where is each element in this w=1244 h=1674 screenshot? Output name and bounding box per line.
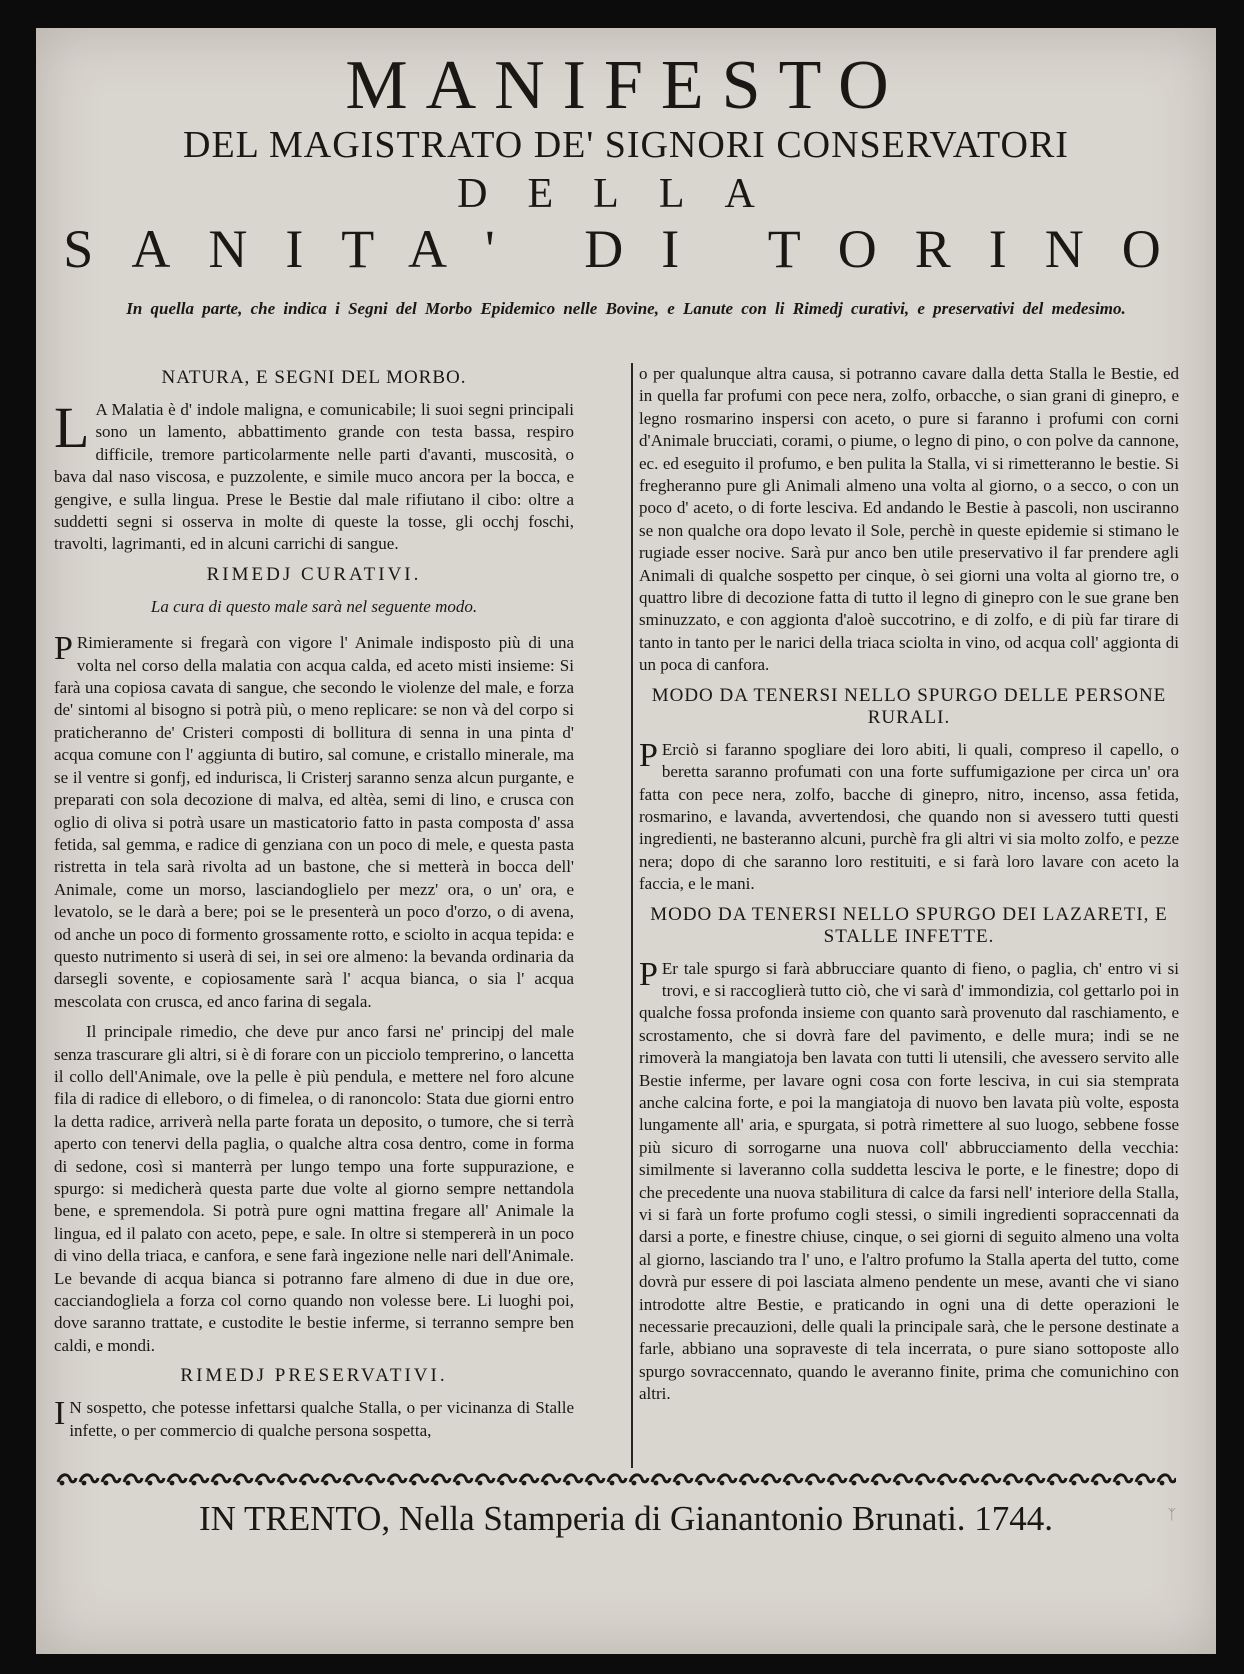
- paragraph-profumi: o per qualunque altra causa, si potranno cavare dalla detta Stalla le Bestie, ed in quella far profumi con pece nera, zolfo, orbacche, o sian grani di ginepro, e legno rosmarino inspersi con aceto, o pure si faranno i profumi con corni d'Animale brucciati, corami, o piume, o legno di pino, o con polve da cannone, ec. ed eseguito il profumo, e ben pulita la Stalla, vi si rimetteranno le bestie. Si fregheranno pure gli Animali almeno una volta al giorno, o a secco, o con un poco d' aceto, o di forte lesciva. Ed andando le Bestie à pascoli, non usciranno se non qualche ora dopo levato il Sole, perchè in queste epidemie si stimano le rugiade esser nocive. Sarà pur anco ben utile preservativo il far prendere agli Animali di qualche sospetto per cinque, ò sei giorni una volta al giorno tre, o quattro libre di decozione fatta di tutto il legno di ginepro con le sue grane ben sminuzzato, e con aggionta d'aloè succotrino, e di zolfo, e di più far tirare di tanto in tanto per le narici della triaca sciolta in vino, od acqua coll' aggionta di un poca di canfora.: [639, 364, 1179, 675]
- drop-cap: P: [639, 955, 658, 993]
- drop-cap: P: [54, 630, 73, 668]
- heading-rimedj-curativi: RIMEDJ CURATIVI.: [206, 563, 422, 585]
- left-column: [54, 363, 574, 1450]
- paragraph-text: Rimieramente si fregarà con vigore l' Animale indisposto più di una volta nel corso della malatia con acqua calda, ed aceto misti insieme: Si farà una copiosa cavata di sangue, che secondo le violenze del male, e forza de' sintomi al bisogno si potrà più, o meno replicare: se non và del corpo si praticheranno de' Cristeri composti di bollitura di senna in una pinta d' acqua comune con l' aggiunta di butiro, sal comune, e cristallo minerale, ma se il ventre si gonfj, ed indurisca, li Cristerj saranno senza alcun purgante, e preparati con sola decozione di malva, ed altèa, semi di lino, e crusca con oglio di oliva si potrà usare un masticatorio fatto in pasta composta d' assa fetida, sal gemma, e radice di genziana con un poco di mele, e questa pasta ristretta in tela sarà rivolta ad un bastone, che si metterà in bocca dell' Animale, come un morso, lasciandoglielo per mezz' ora, o un' ora, e levatolo, se le darà a bere; poi se le presenterà un poco d'orzo, o di avena, od anche un poco di formento grossamente rotto, e sciolto in acqua tepida: e questo nutrimento si userà di sei, in sei ore almeno: la bevanda ordinaria da darsegli sovente, e copiosamente sarà l' acqua bianca, o sia l' acqua mescolata con crusca, ed anco farina di segala.: [54, 633, 574, 1011]
- ornament-border: [56, 1470, 1176, 1488]
- printer-imprint: IN TRENTO, Nella Stamperia di Gianantonio Brunati. 1744.: [198, 1499, 1054, 1538]
- subtitle-magistrato: DEL MAGISTRATO DE' SIGNORI CONSERVATORI: [183, 124, 1069, 166]
- paragraph-lazareti: [639, 955, 1179, 1406]
- heading-rimedj-preservativi: RIMEDJ PRESERVATIVI.: [180, 1365, 448, 1387]
- paragraph-sospetto: [54, 1397, 574, 1442]
- heading-spurgo-lazareti: MODO DA TENERSI NELLO SPURGO DEI LAZARETI, E STALLE INFETTE.: [650, 903, 1168, 947]
- subtitle-sanita: SANITA' DI TORINO: [63, 219, 1199, 279]
- paragraph-text: A Malatia è d' indole maligna, e comunicabile; li suoi segni principali sono un lamento, abbattimento grande con testa bassa, respiro difficile, tremore particolarmente nelle parti d'avanti, muscosità, o bava dal naso viscosa, e puzzolente, e simile muco ancora per la bocca, e gengive, e sulla lingua. Prese le Bestie dal male rifiutano il cibo: oltre a suddetti segni si osserva in molte di queste la tosse, gli occhj foschi, travolti, lagrimanti, ed in alcuni carrichi di sangue.: [54, 400, 574, 554]
- heading-spurgo-persone: MODO DA TENERSI NELLO SPURGO DELLE PERSONE RURALI.: [651, 684, 1167, 728]
- paragraph-text: N sospetto, che potesse infettarsi qualche Stalla, o per vicinanza di Stalle infette, o per commercio di qualche persona sospetta,: [69, 1398, 574, 1440]
- intro-text: In quella parte, che indica i Segni del Morbo Epidemico nelle Bovine, e Lanute con li Rimedj curativi, e preservativi del medesimo.: [126, 299, 1126, 318]
- paragraph-persone: [639, 736, 1179, 896]
- paragraph-segni: [54, 395, 574, 556]
- right-column: [639, 363, 1179, 1414]
- paragraph-text: Erciò si faranno spogliare dei loro abiti, li quali, compreso il capello, o beretta saranno profumati con una forte suffumigazione per circa un' ora fatta con pece nera, zolfo, bacche di ginepro, nitro, incenso, assa fetida, rosmarino, e lavanda, avvertendosi, che quando non si avessero tutti questi ingredienti, ne basteranno alcuni, purchè fra gli altri vi sia molto zolfo, e pezze nera; dopo di che saranno loro restituiti, e si farà loro lavare con aceto la faccia, e le mani.: [639, 739, 1179, 894]
- column-divider: [631, 363, 633, 1468]
- paragraph-rimedio: Il principale rimedio, che deve pur anco farsi ne' principj del male senza trascurare gli altri, si è di forare con un picciolo temprerino, o lancetta il collo dell'Animale, ove la pelle è più pendula, e mettere nel foro alcune fila di radice di elleboro, o di fimelea, o di ranoncolo: Stata due giorni entro la detta radice, arriverà nella parte forata un deposito, o tumore, che si terrà aperto con tenervi della paglia, o qualche altra cosa dentro, come in forma di sedone, così si manterrà per lungo tempo una forte suppurazione, e spurgo: si medicherà questa parte due volte al giorno sempre nettandola bene, e spremendola. Si potrà pure ogni mattina fregare all' Animale la lingua, ed il palato con aceto, pepe, e sale. In oltre si stempererà in un poco di vino della triaca, e canfora, e sene farà ingezione nelle nari dell'Animale. Le bevande di acqua bianca si potranno fare almeno di due in due ore, cacciandogliela a forza col corno quando non volesse bere. Li luoghi poi, dove saranno trattate, e custodite le bestie inferme, si terranno sempre ben caldi, e mondi.: [54, 1022, 574, 1355]
- page-title: MANIFESTO: [345, 47, 907, 124]
- drop-cap: I: [54, 1395, 66, 1433]
- heading-natura: NATURA, E SEGNI DEL MORBO.: [161, 367, 467, 388]
- archive-mark: ᛉ: [1167, 1508, 1176, 1523]
- subheading-cura: La cura di questo male sarà nel seguente modo.: [150, 596, 478, 616]
- drop-cap: P: [639, 736, 658, 774]
- subtitle-della: DELLA: [457, 171, 795, 217]
- paragraph-text: Er tale spurgo si farà abbrucciare quanto di fieno, o paglia, ch' entro vi si trovi, e si raccoglierà tutto ciò, che vi sarà d' immondizia, col gettarlo poi in qualche fossa profonda insieme con quanto sarà provenuto dal raschiamento, e scrostamento, che si dovrà fare del pavimento, e delle mura; indi se ne rimoverà la mangiatoja ben lavata con tutti li utensili, che avessero servito alle Bestie inferme, per lavare ogni cosa con forte lesciva, in cui sia stemprata anche calcina forte, e poi la mangiatoja di nuovo ben lavata più volte, esposta lungamente all' aria, e spurgata, si potrà rimettere al suo luogo, sebbene fosse più sicuro di sorrogarne una nuova coll' abbrucciamento della vecchia: similmente si laveranno colla suddetta lesciva le porte, e le finestre; dopo di che precedente una nuova stabilitura di calce da farsi nell' interiore della Stalla, vi si farà un forte profumo cogli stessi, o simili ingredienti sopraccennati da darsi a porte, e finestre chiuse, cinque, o sei giorni di seguito almeno una volta al giorno, lasciando tra l' uno, e l'altro profumo la Stalla aperta del tutto, come dovrà pur essere di poi lasciata almeno pendente un mese, avanti che vi siano introdotte altre Bestie, e praticando in ogni una di dette operazioni le necessarie precauzioni, delle quali la principale sarà, che le persone destinate a farle, abbiano una sopraveste di tela incerrata, o pure siano sottoposte allo spurgo sovraccennato, quando le averanno finite, prima che comunichino con altri.: [639, 958, 1179, 1404]
- drop-cap: L: [54, 395, 90, 460]
- paragraph-cura: [54, 632, 574, 1013]
- broadsheet: [36, 28, 1216, 1654]
